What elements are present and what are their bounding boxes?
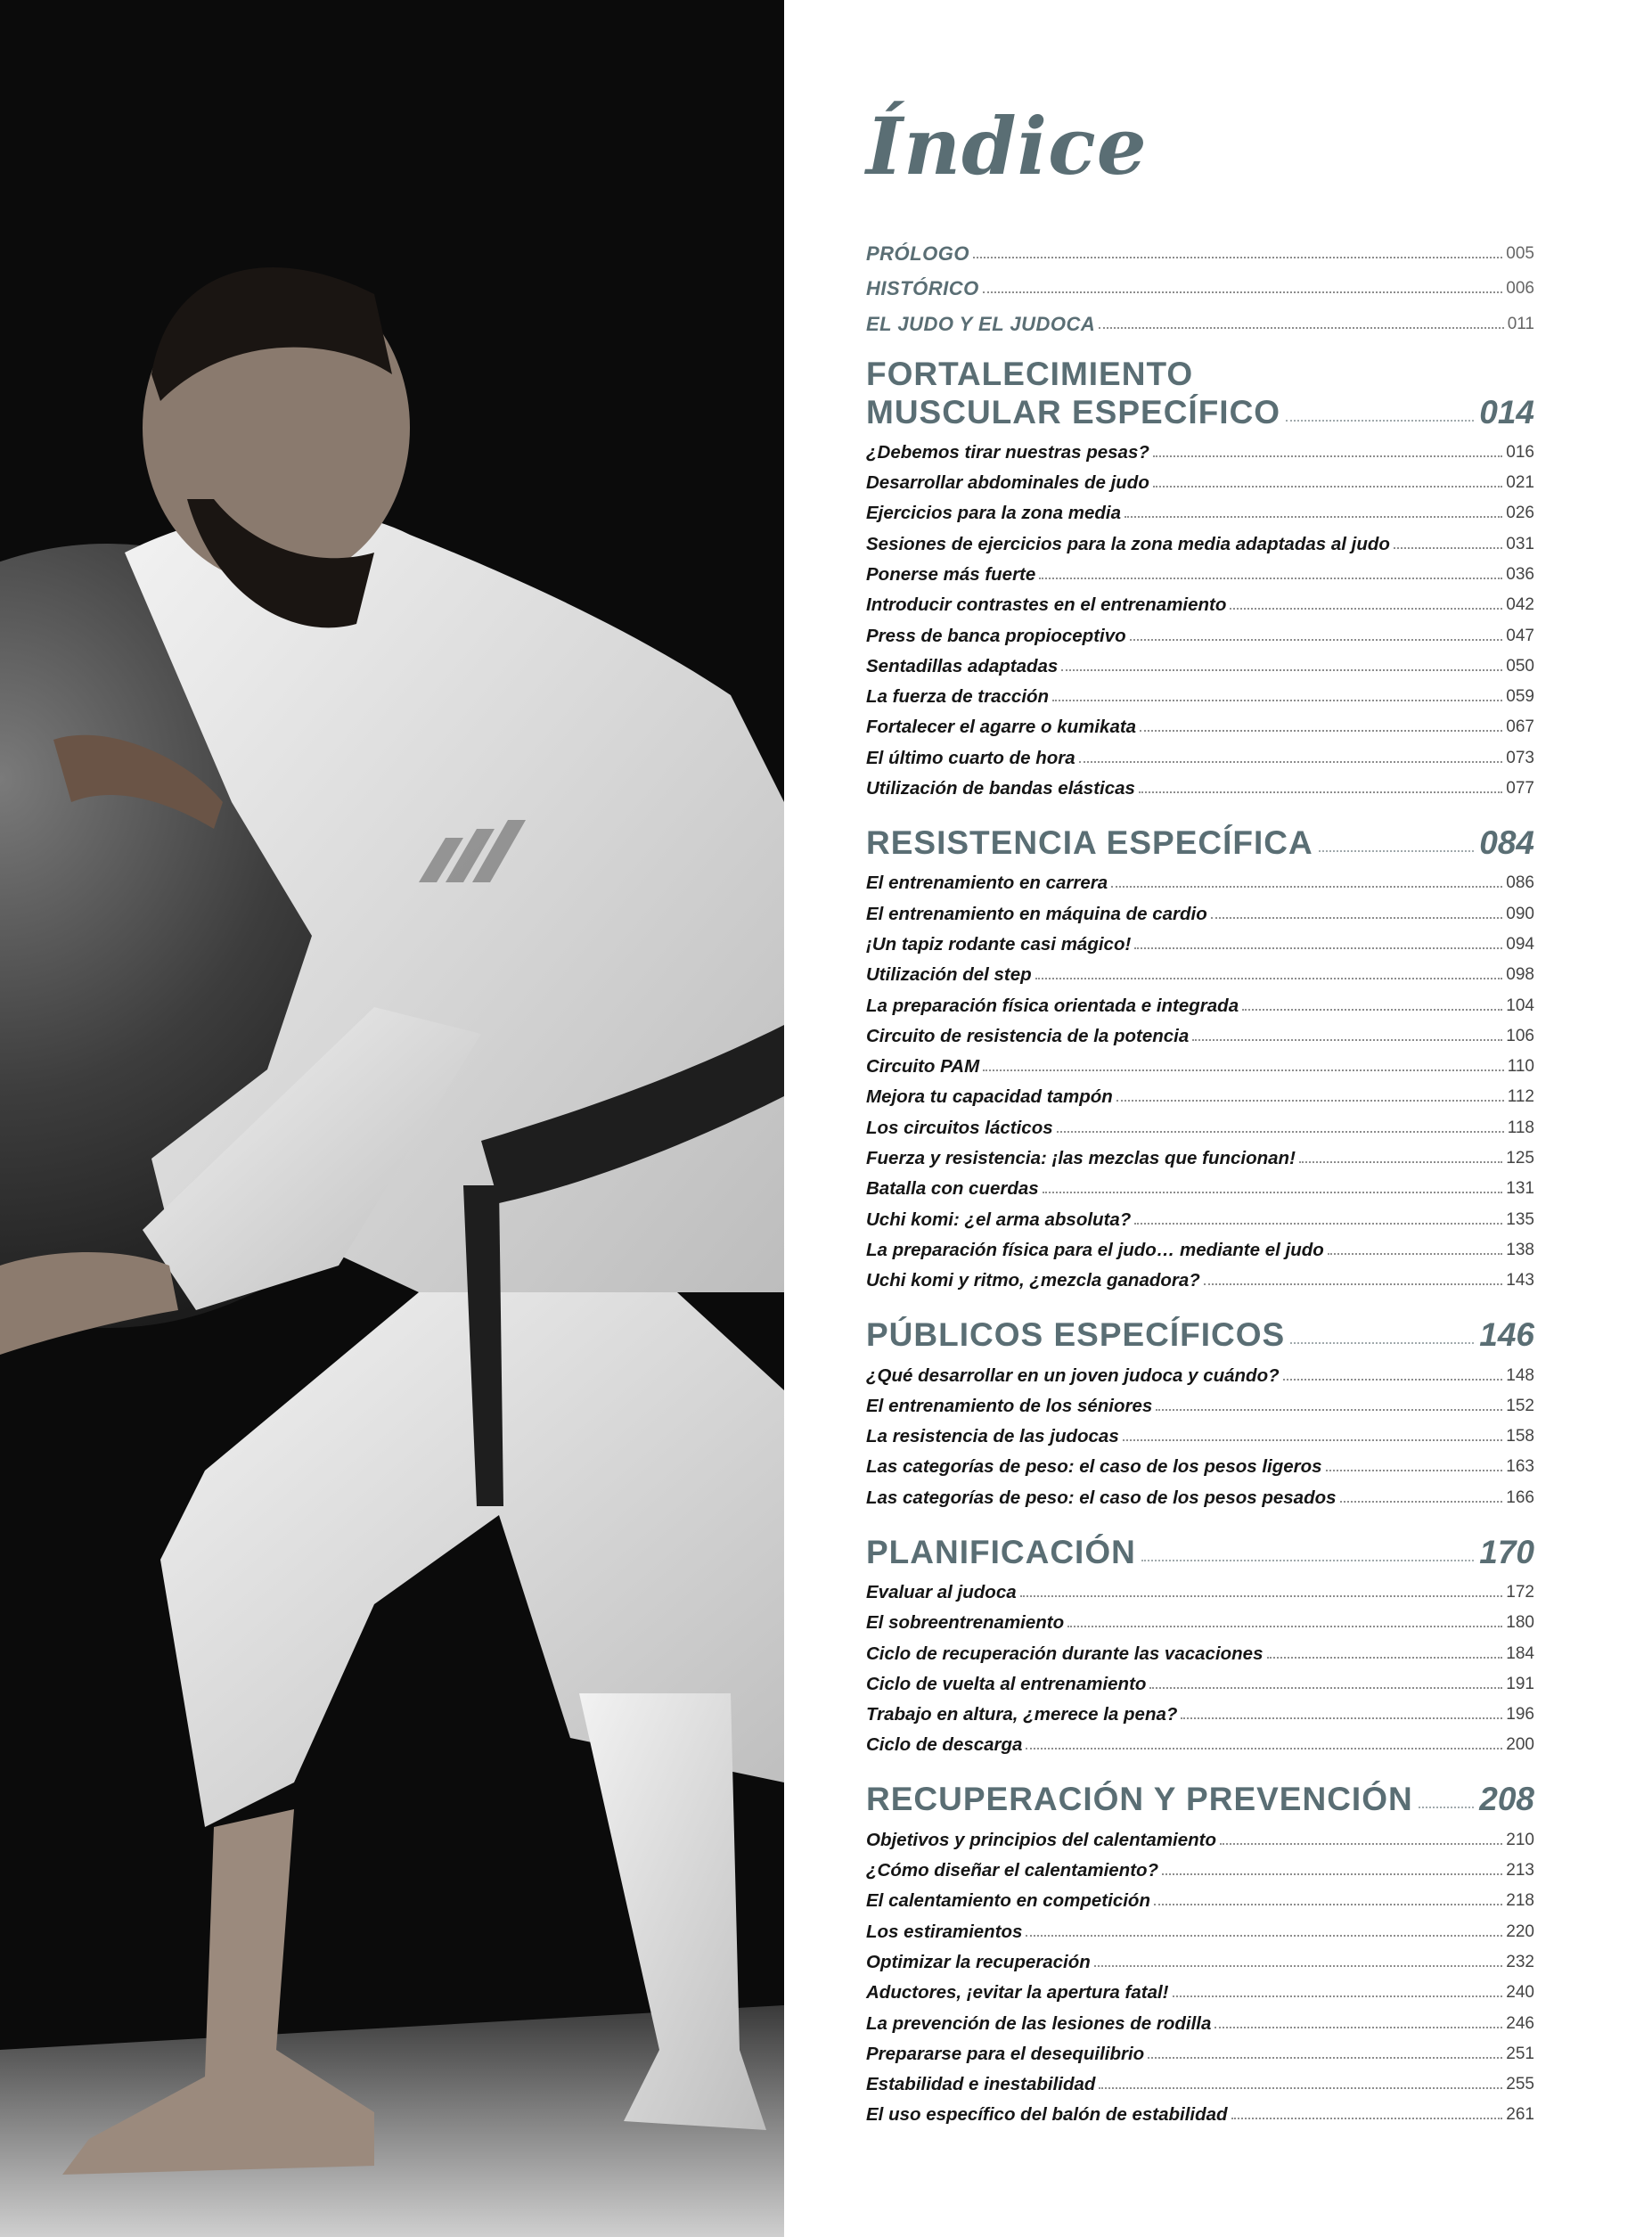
section-entries: [866, 1819, 1534, 2125]
dot-leader: [1154, 1904, 1502, 1905]
toc-entry: [866, 955, 1534, 985]
dot-leader: [1140, 730, 1502, 732]
dot-leader: [1116, 1100, 1504, 1102]
entry-page: 104: [1506, 996, 1534, 1015]
front-matter: [866, 228, 1534, 334]
toc-entry: [866, 1355, 1534, 1385]
section-page: 146: [1479, 1316, 1534, 1354]
entry-label: ¡Un tapiz rodante casi mágico!: [866, 933, 1132, 955]
dot-leader: [1139, 791, 1502, 793]
cover-photo: [0, 0, 784, 2237]
section-title-line1: FORTALECIMIENTO: [866, 355, 1194, 392]
entry-label: Aductores, ¡evitar la apertura fatal!: [866, 1982, 1169, 2003]
toc-entry: [866, 1664, 1534, 1694]
section-entries: [866, 1572, 1534, 1756]
entry-label: Mejora tu capacidad tampón: [866, 1086, 1113, 1108]
dot-leader: [1328, 1253, 1503, 1255]
dot-leader: [1099, 327, 1503, 329]
toc-section: [866, 1778, 1534, 2125]
dot-leader: [1211, 917, 1503, 919]
toc-entry: [866, 2064, 1534, 2094]
toc-entry: [866, 1972, 1534, 2003]
dot-leader: [1026, 1935, 1502, 1937]
dot-leader: [1286, 420, 1474, 422]
entry-page: 026: [1506, 504, 1534, 523]
entry-page: 094: [1506, 934, 1534, 954]
section-page: 170: [1479, 1533, 1534, 1570]
section-heading: [866, 357, 1534, 430]
entry-label: Ejercicios para la zona media: [866, 503, 1121, 524]
toc-entry: [866, 1077, 1534, 1107]
dot-leader: [1173, 1995, 1503, 1997]
entry-page: 163: [1506, 1457, 1534, 1477]
dot-leader: [1149, 1687, 1502, 1689]
entry-page: 047: [1506, 626, 1534, 645]
toc-entry: [866, 985, 1534, 1015]
entry-label: Utilización de bandas elásticas: [866, 778, 1135, 799]
entry-label: La resistencia de las judocas: [866, 1426, 1119, 1447]
entry-label: El sobreentrenamiento: [866, 1612, 1065, 1634]
entry-label: Ciclo de recuperación durante las vacaciones: [866, 1643, 1264, 1664]
entry-label: Evaluar al judoca: [866, 1582, 1017, 1602]
toc-entry: [866, 1416, 1534, 1446]
dot-leader: [1204, 1283, 1503, 1285]
entry-label: Optimizar la recuperación: [866, 1951, 1091, 1972]
dot-leader: [1125, 516, 1502, 518]
entry-page: 166: [1506, 1487, 1534, 1507]
entry-page: 031: [1506, 534, 1534, 553]
toc-entry: [866, 676, 1534, 707]
entry-label: Estabilidad e inestabilidad: [866, 2074, 1096, 2095]
entry-page: 086: [1506, 873, 1534, 893]
section-title: RECUPERACIÓN Y PREVENCIÓN: [866, 1781, 1413, 1818]
entry-page: 218: [1506, 1891, 1534, 1911]
entry-page: 118: [1507, 1118, 1534, 1137]
dot-leader: [1181, 1717, 1502, 1719]
toc-sections: [866, 357, 1534, 2126]
toc-entry: [866, 1942, 1534, 1972]
dot-leader: [1134, 947, 1502, 949]
dot-leader: [1123, 1439, 1503, 1441]
section-title-row: [866, 822, 1534, 861]
section-title: PLANIFICACIÓN: [866, 1533, 1136, 1570]
toc-entry: [866, 1694, 1534, 1725]
entry-label: Circuito PAM: [866, 1056, 980, 1078]
entry-page: 180: [1506, 1613, 1534, 1633]
toc-entry: [866, 707, 1534, 737]
entry-page: 213: [1506, 1861, 1534, 1881]
entry-page: 255: [1506, 2075, 1534, 2094]
toc-entry: [866, 1911, 1534, 1941]
dot-leader: [1192, 1039, 1502, 1041]
entry-label: Trabajo en altura, ¿merece la pena?: [866, 1704, 1178, 1725]
entry-page: 220: [1506, 1922, 1534, 1941]
toc-entry: [866, 615, 1534, 645]
dot-leader: [1231, 2118, 1503, 2119]
entry-page: 042: [1506, 595, 1534, 615]
toc-entry: [866, 1016, 1534, 1046]
entry-label: Introducir contrastes en el entrenamiento: [866, 594, 1227, 616]
section-entries: [866, 863, 1534, 1291]
entry-label: Fortalecer el agarre o kumikata: [866, 717, 1137, 738]
dot-leader: [973, 257, 1502, 258]
entry-page: 210: [1506, 1830, 1534, 1849]
dot-leader: [1394, 547, 1502, 549]
entry-label: Press de banca propioceptivo: [866, 625, 1126, 646]
entry-page: 073: [1506, 748, 1534, 767]
entry-label: Batalla con cuerdas: [866, 1178, 1039, 1200]
section-title: MUSCULAR ESPECÍFICO: [866, 393, 1281, 430]
entry-label: El uso específico del balón de estabilidad: [866, 2104, 1228, 2126]
dot-leader: [983, 291, 1503, 293]
toc-entry: [866, 228, 1534, 264]
section-title: PÚBLICOS ESPECÍFICOS: [866, 1316, 1286, 1354]
entry-label: Ponerse más fuerte: [866, 563, 1036, 585]
toc-entry: [866, 585, 1534, 615]
toc-entry: [866, 1477, 1534, 1507]
toc-entry: [866, 1446, 1534, 1477]
entry-page: 098: [1506, 965, 1534, 985]
entry-label: Desarrollar abdominales de judo: [866, 472, 1149, 494]
toc-entry: [866, 737, 1534, 767]
dot-leader: [1153, 455, 1502, 457]
dot-leader: [1039, 578, 1502, 579]
entry-label: Uchi komi: ¿el arma absoluta?: [866, 1209, 1132, 1230]
entry-page: 011: [1507, 314, 1534, 333]
dot-leader: [1134, 1223, 1502, 1225]
dot-leader: [1061, 669, 1502, 671]
dot-leader: [1148, 2057, 1502, 2059]
dot-leader: [1214, 2027, 1502, 2028]
entry-label: Utilización del step: [866, 964, 1032, 986]
entry-page: 138: [1506, 1240, 1534, 1259]
entry-label: Sentadillas adaptadas: [866, 655, 1059, 676]
toc-entry: [866, 463, 1534, 493]
toc-section: [866, 1531, 1534, 1756]
section-title-row: [866, 1531, 1534, 1570]
dot-leader: [1326, 1470, 1503, 1471]
section-title: RESISTENCIA ESPECÍFICA: [866, 824, 1313, 862]
toc-entry: [866, 1168, 1534, 1199]
toc-entry: [866, 646, 1534, 676]
toc-entry: [866, 1725, 1534, 1755]
dot-leader: [1299, 1161, 1502, 1163]
entry-label: El último cuarto de hora: [866, 747, 1075, 768]
entry-label: ¿Cómo diseñar el calentamiento?: [866, 1860, 1159, 1881]
table-of-contents: [866, 100, 1534, 2126]
toc-entry: [866, 1572, 1534, 1602]
dot-leader: [1340, 1501, 1503, 1503]
toc-section: [866, 1314, 1534, 1507]
entry-page: 158: [1506, 1427, 1534, 1446]
entry-page: 036: [1506, 564, 1534, 584]
entry-label: Sesiones de ejercicios para la zona media adaptadas al judo: [866, 533, 1390, 554]
entry-label: Ciclo de vuelta al entrenamiento: [866, 1673, 1147, 1694]
entry-label: Circuito de resistencia de la potencia: [866, 1025, 1190, 1046]
toc-entry: [866, 1199, 1534, 1229]
dot-leader: [1283, 1379, 1503, 1381]
entry-page: 232: [1506, 1952, 1534, 1971]
entry-page: 148: [1506, 1365, 1534, 1385]
dot-leader: [983, 1069, 1504, 1071]
toc-entry: [866, 299, 1534, 334]
entry-label: EL JUDO Y EL JUDOCA: [866, 312, 1096, 335]
dot-leader: [1111, 886, 1502, 888]
entry-page: 240: [1506, 1983, 1534, 2003]
entry-page: 251: [1506, 2044, 1534, 2063]
dot-leader: [1242, 1009, 1502, 1011]
dot-leader: [1153, 486, 1502, 488]
section-entries: [866, 432, 1534, 799]
section-heading: [866, 1314, 1534, 1353]
toc-entry: [866, 1850, 1534, 1881]
toc-entry: [866, 2034, 1534, 2064]
dot-leader: [1141, 1560, 1474, 1561]
toc-entry: [866, 264, 1534, 299]
dot-leader: [1130, 639, 1503, 641]
entry-label: La preparación física orientada e integrada: [866, 995, 1239, 1016]
entry-page: 112: [1507, 1087, 1534, 1107]
section-title-row: [866, 391, 1534, 430]
dot-leader: [1162, 1873, 1502, 1875]
entry-page: 191: [1506, 1674, 1534, 1693]
section-page: 014: [1479, 393, 1534, 430]
entry-page: 131: [1506, 1179, 1534, 1199]
entry-label: ¿Qué desarrollar en un joven judoca y cuándo?: [866, 1364, 1280, 1386]
entry-label: El calentamiento en competición: [866, 1890, 1150, 1912]
section-page: 208: [1479, 1781, 1534, 1818]
entry-label: El entrenamiento en carrera: [866, 873, 1108, 894]
dot-leader: [1020, 1595, 1503, 1597]
entry-page: 021: [1506, 473, 1534, 493]
toc-entry: [866, 432, 1534, 463]
dot-leader: [1419, 1807, 1475, 1808]
dot-leader: [1057, 1131, 1504, 1133]
section-entries: [866, 1355, 1534, 1507]
toc-entry: [866, 1230, 1534, 1260]
entry-page: 184: [1506, 1643, 1534, 1663]
entry-page: 152: [1506, 1396, 1534, 1415]
dot-leader: [1290, 1342, 1474, 1344]
dot-leader: [1052, 700, 1502, 701]
entry-page: 196: [1506, 1705, 1534, 1725]
section-heading: [866, 1778, 1534, 1817]
toc-entry: [866, 523, 1534, 553]
toc-entry: [866, 863, 1534, 893]
entry-label: Uchi komi y ritmo, ¿mezcla ganadora?: [866, 1270, 1200, 1291]
dot-leader: [1099, 2087, 1502, 2089]
toc-entry: [866, 493, 1534, 523]
entry-label: La prevención de las lesiones de rodilla: [866, 2012, 1212, 2034]
entry-label: ¿Debemos tirar nuestras pesas?: [866, 441, 1149, 463]
dot-leader: [1067, 1626, 1502, 1627]
entry-label: Ciclo de descarga: [866, 1734, 1023, 1756]
entry-page: 077: [1506, 779, 1534, 799]
dot-leader: [1035, 978, 1503, 979]
entry-label: Las categorías de peso: el caso de los pesos ligeros: [866, 1456, 1322, 1478]
toc-entry: [866, 1819, 1534, 1849]
toc-entry: [866, 554, 1534, 585]
dot-leader: [1267, 1657, 1503, 1659]
entry-label: Prepararse para el desequilibrio: [866, 2043, 1145, 2064]
entry-page: 006: [1506, 279, 1534, 298]
section-page: 084: [1479, 824, 1534, 862]
entry-label: El entrenamiento de los séniores: [866, 1395, 1153, 1416]
dot-leader: [1043, 1192, 1503, 1193]
section-heading: [866, 1531, 1534, 1570]
toc-entry: [866, 1046, 1534, 1077]
entry-label: Las categorías de peso: el caso de los pesos pesados: [866, 1487, 1337, 1508]
toc-entry: [866, 1602, 1534, 1633]
entry-label: La fuerza de tracción: [866, 686, 1050, 708]
toc-entry: [866, 1633, 1534, 1663]
toc-entry: [866, 2003, 1534, 2033]
entry-page: 016: [1506, 442, 1534, 462]
dot-leader: [1156, 1409, 1502, 1411]
entry-page: 005: [1506, 243, 1534, 263]
entry-page: 090: [1506, 904, 1534, 923]
dot-leader: [1094, 1965, 1503, 1967]
section-heading: [866, 822, 1534, 861]
toc-entry: [866, 1260, 1534, 1291]
dot-leader: [1319, 850, 1475, 852]
entry-page: 246: [1506, 2013, 1534, 2033]
dot-leader: [1026, 1748, 1502, 1749]
entry-label: El entrenamiento en máquina de cardio: [866, 903, 1207, 924]
toc-entry: [866, 768, 1534, 799]
page-title: Índice: [866, 100, 1148, 193]
entry-page: 172: [1506, 1583, 1534, 1602]
entry-page: 106: [1506, 1026, 1534, 1045]
toc-section: [866, 822, 1534, 1291]
toc-entry: [866, 2094, 1534, 2125]
entry-label: Los estiramientos: [866, 1921, 1023, 1942]
entry-page: 067: [1506, 717, 1534, 737]
toc-entry: [866, 1386, 1534, 1416]
judoka-illustration: [0, 0, 784, 2237]
entry-page: 200: [1506, 1735, 1534, 1755]
toc-entry: [866, 1107, 1534, 1137]
entry-page: 050: [1506, 656, 1534, 676]
entry-label: Objetivos y principios del calentamiento: [866, 1829, 1217, 1850]
entry-label: Fuerza y resistencia: ¡las mezclas que funcionan!: [866, 1148, 1296, 1169]
section-title-row: [866, 1314, 1534, 1353]
toc-entry: [866, 893, 1534, 923]
toc-entry: [866, 1138, 1534, 1168]
entry-page: 110: [1507, 1057, 1534, 1077]
entry-label: Los circuitos lácticos: [866, 1117, 1053, 1138]
toc-entry: [866, 924, 1534, 955]
entry-label: HISTÓRICO: [866, 277, 979, 299]
toc-entry: [866, 1881, 1534, 1911]
toc-section: [866, 357, 1534, 799]
entry-page: 143: [1506, 1271, 1534, 1291]
dot-leader: [1220, 1843, 1502, 1845]
dot-leader: [1230, 608, 1502, 610]
entry-label: La preparación física para el judo… mediante el judo: [866, 1239, 1324, 1260]
entry-page: 059: [1506, 687, 1534, 707]
entry-page: 135: [1506, 1209, 1534, 1229]
entry-page: 125: [1506, 1149, 1534, 1168]
dot-leader: [1079, 761, 1503, 763]
entry-page: 261: [1506, 2105, 1534, 2125]
section-title-row: [866, 1778, 1534, 1817]
entry-label: PRÓLOGO: [866, 242, 969, 265]
